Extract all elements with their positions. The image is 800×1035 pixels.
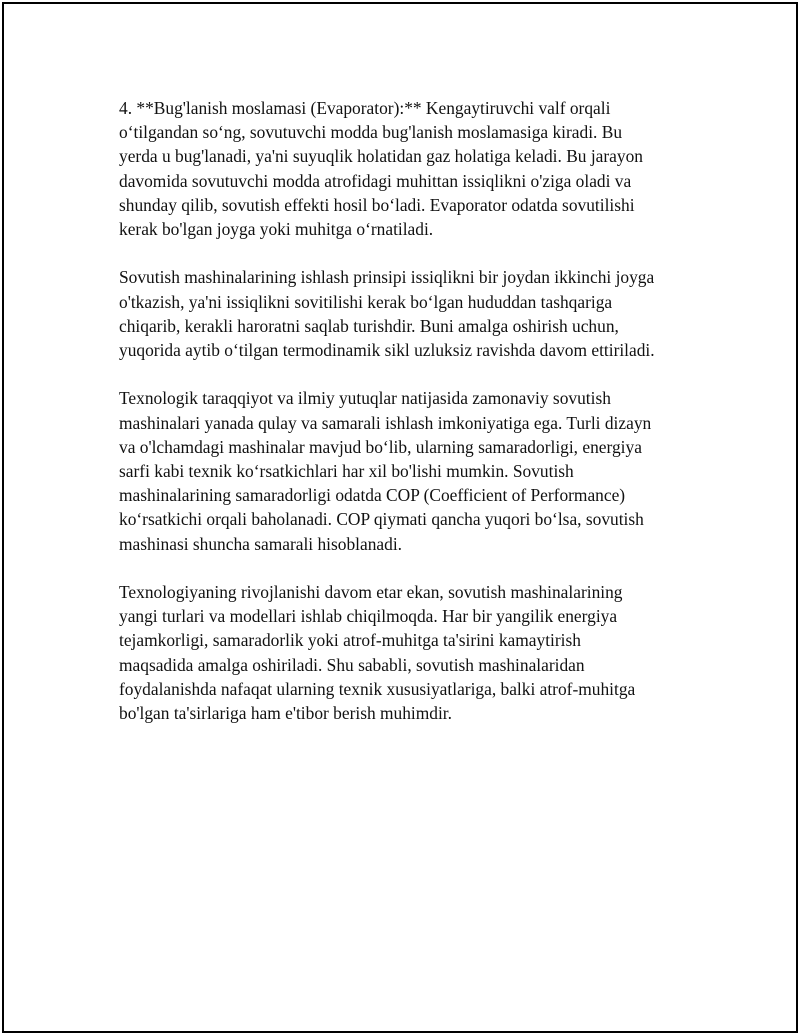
paragraph-evaporator: 4. **Bug'lanish moslamasi (Evaporator):** Kengaytiruvchi valf orqali o‘tilgandan so‘ng, sovutuvchi modda bug'lanish moslamasiga kiradi. Bu yerda u bug'lanadi, ya'ni suyuqlik holatidan gaz holatiga keladi. Bu jarayon davomida sovutuvchi modda atrofidagi muhittan issiqlikni o'ziga oladi va shunday qilib, sovutish effekti hosil bo‘ladi. Evaporator odatda sovutilishi kerak bo'lgan joyga yoki muhitga o‘rnatiladi. bbox=[119, 98, 643, 240]
paragraph-working-principle: Sovutish mashinalarining ishlash prinsipi issiqlikni bir joydan ikkinchi joyga o'tkazish, ya'ni issiqlikni sovitilishi kerak bo‘lgan hududdan tashqariga chiqarib, kerakli haroratni saqlab turishdir. Buni amalga oshirish uchun, yuqorida aytib o‘tilgan termodinamik sikl uzluksiz ravishda davom ettiriladi. bbox=[119, 267, 655, 361]
document-body bbox=[119, 96, 699, 749]
paragraph-technology-development: Texnologiyaning rivojlanishi davom etar ekan, sovutish mashinalarining yangi turlari va modellari ishlab chiqilmoqda. Har bir yangilik energiya tejamkorligi, samaradorlik yoki atrof-muhitga ta'sirini kamaytirish maqsadida amalga oshiriladi. Shu sababli, sovutish mashinalaridan foydalanishda nafaqat ularning texnik xususiyatlariga, balki atrof-muhitga bo'lgan ta'sirlariga ham e'tibor berish muhimdir. bbox=[119, 582, 636, 724]
document-page bbox=[2, 2, 798, 1033]
paragraph-technological-progress: Texnologik taraqqiyot va ilmiy yutuqlar natijasida zamonaviy sovutish mashinalari yanada qulay va samarali ishlash imkoniyatiga ega. Turli dizayn va o'lchamdagi mashinalar mavjud bo‘lib, ularning samaradorligi, energiya sarfi kabi texnik ko‘rsatkichlari har xil bo'lishi mumkin. Sovutish mashinalarining samaradorligi odatda COP (Coefficient of Performance) ko‘rsatkichi orqali baholanadi. COP qiymati qancha yuqori bo‘lsa, sovutish mashinasi shuncha samarali hisoblanadi. bbox=[119, 388, 652, 554]
